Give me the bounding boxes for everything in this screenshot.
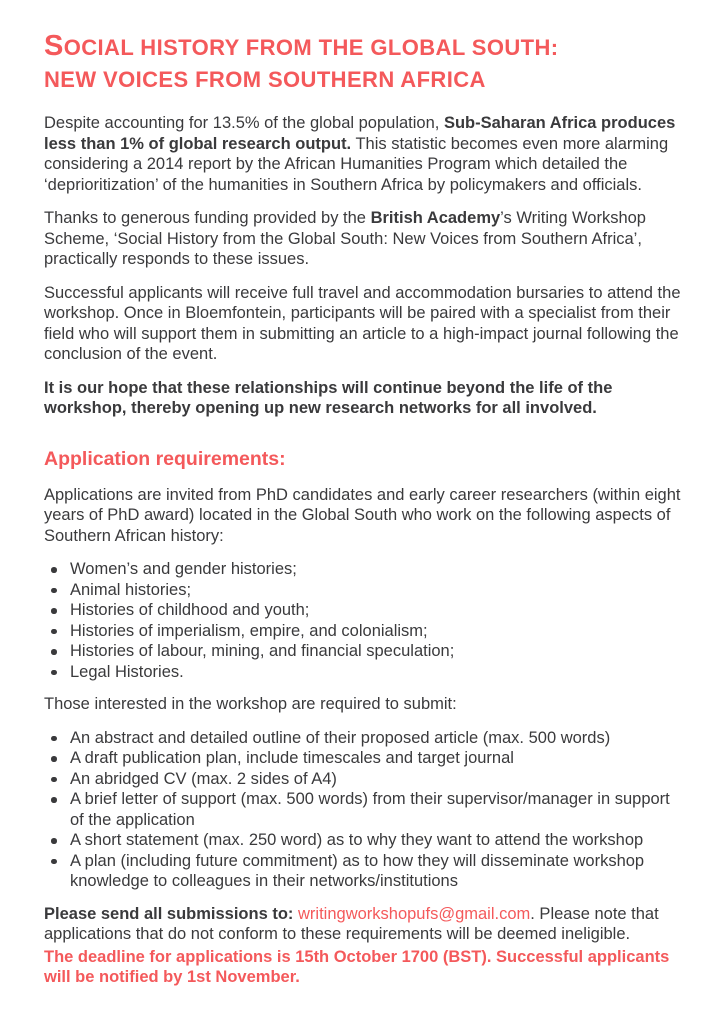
intro-p1-text-end: This statistic becomes even more alarming considering a 2014 report by the African Humanities Program which detailed the ‘deprioritization’ of the humanities in Southern Africa by policymakers and officials.	[44, 134, 669, 194]
submissions-note: . Please note that applications that do not conform to these requirements will be deemed ineligible.	[44, 904, 659, 943]
intro-paragraph-4-hope: It is our hope that these relationships will continue beyond the life of the workshop, thereby opening up new research networks for all involved.	[44, 378, 613, 417]
page-title-line-1: SOCIAL HISTORY FROM THE GLOBAL SOUTH:	[44, 30, 559, 62]
intro-paragraph-2	[44, 208, 688, 270]
topics-list	[44, 559, 688, 682]
list-item: Histories of childhood and youth;	[44, 600, 688, 621]
list-item: A short statement (max. 250 word) as to why they want to attend the workshop	[44, 830, 688, 851]
list-item: An abridged CV (max. 2 sides of A4)	[44, 769, 688, 790]
intro-paragraph-1	[44, 113, 688, 195]
intro-p2-text-end: ’s Writing Workshop Scheme, ‘Social History from the Global South: New Voices from Southern Africa’, practically responds to these issues.	[44, 209, 646, 268]
intro-p2-text-start: Thanks to generous funding provided by the	[44, 209, 371, 227]
list-item: A draft publication plan, include timescales and target journal	[44, 748, 688, 769]
list-item: An abstract and detailed outline of their proposed article (max. 500 words)	[44, 728, 688, 749]
intro-p1-text-start: Despite accounting for 13.5% of the global population,	[44, 114, 444, 132]
list-item: A plan (including future commitment) as to how they will disseminate workshop knowledge to colleagues in their networks/institutions	[44, 851, 688, 892]
requirements-intro-paragraph: Applications are invited from PhD candidates and early career researchers (within eight years of PhD award) located in the Global South who work on the following aspects of Southern African history:	[44, 485, 681, 545]
page-title-line-2: NEW VOICES FROM SOUTHERN AFRICA	[44, 67, 486, 92]
list-item: Histories of labour, mining, and financial speculation;	[44, 641, 688, 662]
application-requirements-heading: Application requirements:	[44, 447, 286, 470]
list-item: A brief letter of support (max. 500 words) from their supervisor/manager in support of the application	[44, 789, 688, 830]
submission-email-link[interactable]: writingworkshopufs@gmail.com	[298, 904, 531, 923]
submissions-list	[44, 728, 688, 892]
submission-requirements-intro: Those interested in the workshop are required to submit:	[44, 695, 457, 713]
intro-p2-bold-british-academy: British Academy	[370, 209, 501, 227]
list-item: Histories of imperialism, empire, and colonialism;	[44, 621, 688, 642]
page-title	[44, 30, 688, 96]
submission-instructions	[44, 904, 688, 945]
list-item: Legal Histories.	[44, 662, 688, 683]
list-item: Women’s and gender histories;	[44, 559, 688, 580]
submissions-to-label: Please send all submissions to:	[44, 904, 299, 923]
intro-p1-bold-statistic: Sub-Saharan Africa produces less than 1% of global research output.	[44, 114, 676, 153]
intro-paragraph-3: Successful applicants will receive full travel and accommodation bursaries to attend the workshop. Once in Bloemfontein, participants will be paired with a specialist from their field who will support them in submitting an article to a high-impact journal following the conclusion of the event.	[44, 283, 681, 363]
list-item: Animal histories;	[44, 580, 688, 601]
deadline-notice: The deadline for applications is 15th October 1700 (BST). Successful applicants will be notified by 1st November.	[44, 947, 670, 986]
